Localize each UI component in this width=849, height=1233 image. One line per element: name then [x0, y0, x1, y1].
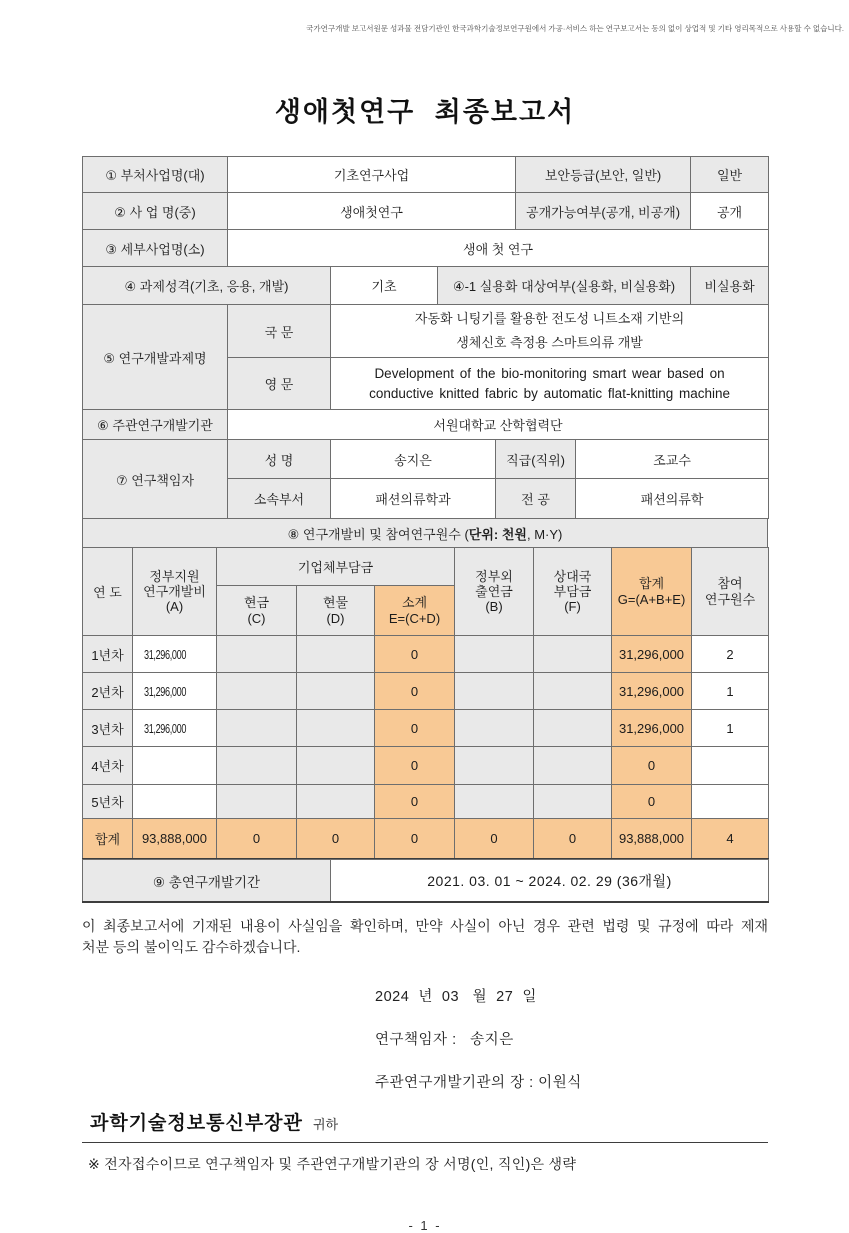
total-cell: 31,296,000 — [612, 710, 692, 747]
field-value-pi-name: 송지은 — [331, 440, 496, 479]
total-cell: 0 — [612, 747, 692, 785]
col-header-cash-l2: (C) — [247, 610, 266, 626]
budget-unit-suffix: , M·Y) — [526, 526, 563, 542]
total-grand-total-cell: 93,888,000 — [612, 819, 692, 860]
gov-fund-cell — [133, 785, 217, 819]
field-label-project-title: ⑤ 연구개발과제명 — [83, 305, 228, 410]
confirmation-statement — [82, 916, 768, 958]
researchers-cell: 1 — [692, 710, 769, 747]
field-label-program-name: ② 사 업 명(중) — [83, 193, 228, 230]
signature-block — [82, 985, 768, 1174]
field-value-lead-institution: 서원대학교 산학협력단 — [228, 410, 769, 440]
col-header-non-gov-l1: 정부외 — [475, 569, 513, 584]
col-header-non-gov-l2: 출연금 — [475, 584, 513, 599]
non-gov-cell — [455, 636, 534, 673]
col-header-researchers-l2: 연구원수 — [704, 591, 756, 607]
col-header-total-l2: G=(A+B+E) — [617, 591, 686, 607]
field-value-title-english — [331, 358, 769, 410]
subtotal-cell: 0 — [375, 673, 455, 710]
col-header-counterpart-l3: (F) — [564, 599, 581, 614]
col-header-researchers-l1: 참여 — [717, 575, 743, 591]
total-subtotal-cell: 0 — [375, 819, 455, 860]
col-header-counterpart-l1: 상대국 — [553, 569, 592, 584]
field-value-disclosure: 공개 — [691, 193, 769, 230]
total-year-cell: 합계 — [83, 819, 133, 860]
total-counterpart-cell: 0 — [534, 819, 612, 860]
inkind-cell — [297, 747, 375, 785]
field-value-total-period: 2021. 03. 01 ~ 2024. 02. 29 (36개월) — [331, 860, 769, 903]
title-korean-line1: 자동화 니팅기를 활용한 전도성 니트소재 기반의 — [414, 311, 685, 326]
subtotal-cell: 0 — [375, 636, 455, 673]
researchers-cell — [692, 785, 769, 819]
report-form — [82, 156, 768, 903]
field-value-title-korean — [331, 305, 769, 358]
counterpart-cell — [534, 747, 612, 785]
total-gov-fund-cell: 93,888,000 — [133, 819, 217, 860]
budget-unit-bold: 단위: 천원 — [468, 526, 527, 542]
budget-row-year2 — [83, 673, 769, 710]
document-content — [82, 0, 768, 1233]
cash-cell — [217, 710, 297, 747]
non-gov-cell — [455, 785, 534, 819]
field-value-project-type: 기초 — [331, 267, 438, 305]
signature-date: 2024 년 03 월 27 일 — [375, 989, 537, 1005]
col-header-inkind-l1: 현물 — [322, 594, 349, 610]
field-label-commercialization: ④-1 실용화 대상여부(실용화, 비실용화) — [438, 267, 691, 305]
inkind-cell — [297, 785, 375, 819]
field-value-pi-major: 패션의류학 — [576, 479, 769, 519]
col-header-inkind-l2: (D) — [326, 610, 345, 626]
confirmation-line2: 처분 등의 불이익도 감수하겠습니다. — [82, 939, 301, 955]
title-korean-line2: 생체신호 측정용 스마트의류 개발 — [456, 335, 643, 350]
inkind-cell — [297, 636, 375, 673]
budget-row-year4 — [83, 747, 769, 785]
budget-unit-prefix: ( — [464, 526, 469, 542]
budget-table — [82, 547, 769, 860]
field-label-title-english: 영 문 — [228, 358, 331, 410]
period-table — [82, 859, 769, 903]
col-header-non-gov-fund — [455, 548, 534, 636]
col-header-counterpart-l2: 부담금 — [553, 584, 592, 599]
budget-section-header — [82, 518, 768, 548]
budget-section-title — [83, 519, 768, 548]
subtotal-cell: 0 — [375, 747, 455, 785]
field-label-project-type: ④ 과제성격(기초, 응용, 개발) — [83, 267, 331, 305]
counterpart-cell — [534, 636, 612, 673]
total-non-gov-cell: 0 — [455, 819, 534, 860]
subtotal-cell: 0 — [375, 785, 455, 819]
field-value-commercialization: 비실용화 — [691, 267, 769, 305]
ministry-name: 과학기술정보통신부장관 — [90, 1113, 303, 1134]
total-cell: 31,296,000 — [612, 673, 692, 710]
total-cell: 0 — [612, 785, 692, 819]
total-cash-cell: 0 — [217, 819, 297, 860]
col-header-gov-fund-l3: (A) — [165, 599, 184, 614]
field-label-pi-major: 전 공 — [496, 479, 576, 519]
year-cell: 4년차 — [83, 747, 133, 785]
budget-row-year1 — [83, 636, 769, 673]
field-label-pi-department: 소속부서 — [228, 479, 331, 519]
field-label-subprogram: ③ 세부사업명(소) — [83, 230, 228, 267]
budget-row-year5 — [83, 785, 769, 819]
field-value-subprogram: 생애 첫 연구 — [228, 230, 769, 267]
field-label-ministry-program: ① 부처사업명(대) — [83, 157, 228, 193]
field-label-lead-institution: ⑥ 주관연구개발기관 — [83, 410, 228, 440]
document-title: 생애첫연구 최종보고서 — [274, 97, 576, 127]
col-header-gov-fund-l2: 연구개발비 — [143, 584, 206, 599]
cash-cell — [217, 785, 297, 819]
field-value-security-grade: 일반 — [691, 157, 769, 193]
researchers-cell: 1 — [692, 673, 769, 710]
title-english-line1: Development of the bio-monitoring smart wear based on — [374, 365, 725, 381]
inkind-cell — [297, 710, 375, 747]
field-value-program-name: 생애첫연구 — [228, 193, 516, 230]
electronic-submission-note: ※ 전자접수이므로 연구책임자 및 주관연구개발기관의 장 서명(인, 직인)은 생략 — [88, 1156, 577, 1172]
cash-cell — [217, 747, 297, 785]
gov-fund-cell: 31,296,000 — [133, 710, 217, 747]
cash-cell — [217, 636, 297, 673]
col-header-cash-l1: 현금 — [243, 594, 270, 610]
field-label-total-period: ⑨ 총연구개발기간 — [83, 860, 331, 903]
col-header-total-l1: 합계 — [638, 575, 665, 591]
field-value-ministry-program: 기초연구사업 — [228, 157, 516, 193]
budget-row-year3 — [83, 710, 769, 747]
title-english-line2: conductive knitted fabric by automatic flat-knitting machine — [369, 385, 730, 401]
year-cell: 2년차 — [83, 673, 133, 710]
inkind-cell — [297, 673, 375, 710]
copyright-disclaimer: 국가연구개발 보고서원문 성과물 전담기관인 한국과학기술정보연구원에서 가공·서비스 하는 연구보고서는 동의 없이 상업적 및 기타 영리목적으로 사용할 수 없습니다. — [306, 24, 844, 33]
field-value-pi-rank: 조교수 — [576, 440, 769, 479]
col-header-gov-fund — [133, 548, 217, 636]
field-label-security-grade: 보안등급(보안, 일반) — [516, 157, 691, 193]
non-gov-cell — [455, 710, 534, 747]
ministry-honorific: 귀하 — [312, 1117, 339, 1132]
non-gov-cell — [455, 747, 534, 785]
signature-institution-head: 주관연구개발기관의 장 : 이원식 — [375, 1075, 582, 1091]
gov-fund-cell — [133, 747, 217, 785]
field-label-principal-investigator: ⑦ 연구책임자 — [83, 440, 228, 519]
col-header-year: 연 도 — [83, 548, 133, 636]
researchers-cell — [692, 747, 769, 785]
total-researchers-cell: 4 — [692, 819, 769, 860]
signature-pi: 연구책임자 : 송지은 — [375, 1032, 514, 1048]
col-header-counterpart-fund — [534, 548, 612, 636]
field-label-pi-rank: 직급(직위) — [496, 440, 576, 479]
researchers-cell: 2 — [692, 636, 769, 673]
addressee-line — [82, 1108, 768, 1143]
field-label-disclosure: 공개가능여부(공개, 비공개) — [516, 193, 691, 230]
col-header-company-contribution: 기업체부담금 — [217, 548, 455, 586]
field-value-pi-department: 패션의류학과 — [331, 479, 496, 519]
page-number: - 1 - — [408, 1218, 442, 1233]
total-inkind-cell: 0 — [297, 819, 375, 860]
col-header-subtotal-l1: 소계 — [401, 594, 428, 610]
budget-section-title-text: ⑧ 연구개발비 및 참여연구원수 — [287, 526, 461, 542]
col-header-non-gov-l3: (B) — [485, 599, 503, 614]
confirmation-line1: 이 최종보고서에 기재된 내용이 사실임을 확인하며, 만약 사실이 아닌 경우 관련 법령 및 규정에 따라 제재 — [82, 918, 768, 934]
non-gov-cell — [455, 673, 534, 710]
gov-fund-cell: 31,296,000 — [133, 673, 217, 710]
project-info-table — [82, 156, 769, 519]
col-header-researchers — [692, 548, 769, 636]
col-header-grand-total — [612, 548, 692, 636]
col-header-cash — [217, 586, 297, 636]
cash-cell — [217, 673, 297, 710]
year-cell: 5년차 — [83, 785, 133, 819]
col-header-gov-fund-l1: 정부지원 — [149, 569, 200, 584]
gov-fund-cell: 31,296,000 — [133, 636, 217, 673]
year-cell: 1년차 — [83, 636, 133, 673]
total-cell: 31,296,000 — [612, 636, 692, 673]
col-header-subtotal — [375, 586, 455, 636]
counterpart-cell — [534, 710, 612, 747]
field-label-title-korean: 국 문 — [228, 305, 331, 358]
counterpart-cell — [534, 673, 612, 710]
field-label-pi-name: 성 명 — [228, 440, 331, 479]
counterpart-cell — [534, 785, 612, 819]
budget-total-row — [83, 819, 769, 860]
col-header-inkind — [297, 586, 375, 636]
col-header-subtotal-l2: E=(C+D) — [388, 610, 441, 626]
subtotal-cell: 0 — [375, 710, 455, 747]
year-cell: 3년차 — [83, 710, 133, 747]
